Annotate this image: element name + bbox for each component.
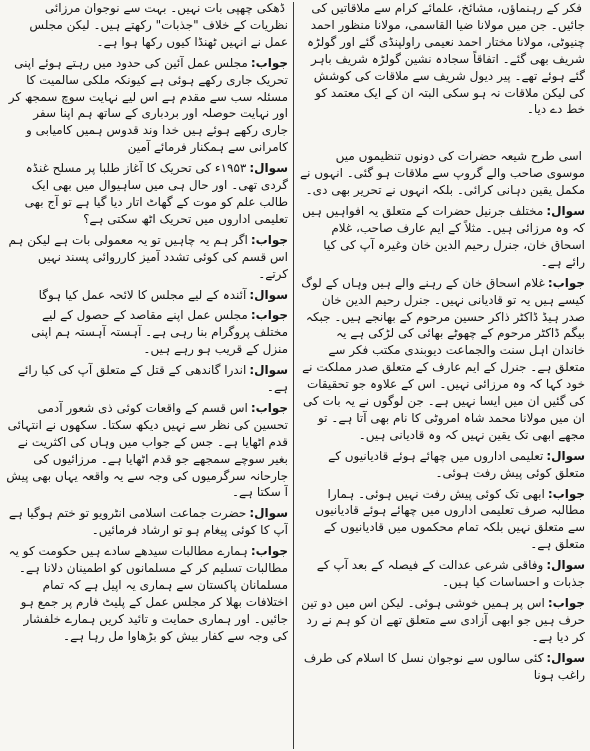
answer-block: جواب:غلام اسحاق خان کے رہنے والے ہیں وہاں کے لوگ کیسے ہیں یہ تو قادیانی نہیں۔ جنرل رحیم الدین خان صدر ہیڈ ڈاکٹر ذاکر حسین مرحوم کے بھانجے ہیں۔ جبکہ بیگم ڈاکٹر مرحوم کے چھوٹے بھائی کی لڑکی ہے یہ خاندان اہل سنت والجماعت دیوبندی مکتب فکر سے متعلق ہے۔ جنرل کے ایم عارف کے متعلق صدر مملکت نے خود کہا کہ وہ مرزائی نہیں۔ اس کے علاوہ جو تحقیقات کی گئیں ان میں ایسا نہیں ہے۔ جن لوگوں نے یہ بات کی ان میں مولانا محمد شاہ امروٹی کا نام بھی آتا ہے۔ تو مجھے ابھی تک یقین نہیں کہ وہ قادیانی ہیں۔: [301, 275, 585, 442]
question-block: سوال:۱۹۵۳ء کی تحریک کا آغاز طلبا پر مسلح غنڈہ گردی تھی۔ اور حال ہی میں ساہیوال میں بھی ایک طالب علم کو موت کے گھاٹ اتار دیا گیا ہے تو آج بھی تعلیمی اداروں میں تحریک اٹھ سکتی ہے؟: [24, 161, 288, 226]
text-block: ڈھکی چھپی بات نہیں۔ بہت سے نوجوان مرزائی نظریات کے خلاف "جذبات" رکھتے ہیں۔ لیکن مجلس عمل نے انہیں ٹھنڈا کیوں رکھا ہوا ہے۔: [29, 1, 288, 49]
text-block: اسی طرح شیعہ حضرات کی دونوں تنظیموں میں موسوی صاحب والے گروپ سے ملاقات ہو گئی۔ انہوں نے مکمل یقین دہانی کرائی۔ بلکہ انہوں نے تحریر بھی دی۔: [300, 149, 585, 198]
answer-block: جواب:ہمارے مطالبات سیدھے سادے ہیں حکومت کو یہ مطالبات تسلیم کر کے مسلمانوں کو اطمینان دلانا ہے۔ مسلمانان پاکستان سے ہماری یہ اپیل ہے کہ تمام اختلافات بھلا کر مجلس عمل کے پلیٹ فارم پر جمع ہو جائیں۔ اور ہماری حمایت و تائید کریں ہمارے خلفشار کی وجہ سے کفار بیش کو بڑھاوا مل رہا ہے۔: [8, 544, 288, 643]
paragraph-gap: [300, 122, 585, 148]
answer-block: جواب:اس قسم کے واقعات کوئی ذی شعور آدمی تحسین کی نظر سے نہیں دیکھ سکتا۔ سکھوں نے انتہائی قدم اٹھایا ہے۔ جس کے جواب میں وہاں کی اکثریت نے بغیر سوچے سمجھے جو قدم اٹھایا ہے۔ مرزائیوں کی جارحانہ سرگرمیوں کی وجہ سے یہ واقعہ یہاں بھی پیش آ سکتا ہے۔: [6, 400, 288, 500]
answer-block: جواب:مجلس عمل آئین کی حدود میں رہتے ہوئے اپنی تحریک جاری رکھے ہوئی ہے کیونکہ ملکی سالمیت کا مسئلہ سب سے مقدم ہے اس لیے نہایت سوچ سمجھ کر اور نہایت حوصلہ اور بردباری کے ساتھ ہم اپنا سفر جاری رکھے ہوئے ہیں خدا وند قدوس ہمیں کامیابی و کامرانی سے ہمکنار فرمائے آمین: [8, 55, 288, 155]
question-block: سوال:اندرا گاندھی کے قتل کے متعلق آپ کی کیا رائے ہے۔: [17, 363, 288, 395]
column-divider: [293, 2, 294, 749]
question-block: سوال:کئی سالوں سے نوجوان نسل کا اسلام کی طرف راغب ہونا: [303, 650, 585, 682]
question-block: سوال:وفاقی شرعی عدالت کے فیصلہ کے بعد آپ کے جذبات و احساسات کیا ہیں۔: [316, 558, 585, 590]
right-column: [300, 0, 585, 751]
answer-block: جواب:ابھی تک کوئی پیش رفت نہیں ہوئی۔ ہمارا مطالبہ صرف تعلیمی اداروں میں چھائے ہوئے قادیانیوں سے متعلق نہیں بلکہ تمام محکموں میں قادیانیوں کے متعلق ہے۔: [315, 486, 585, 552]
answer-block: جواب:اگر ہم یہ چاہیں تو یہ معمولی بات ہے لیکن ہم اس قسم کی کوئی تشدد آمیز کارروائی پسند نہیں کرتے۔: [8, 232, 288, 281]
left-column: [5, 0, 288, 751]
text-block: فکر کے رہنماؤں، مشائخ، علمائے کرام سے ملاقاتیں کی جائیں۔ جن میں مولانا ضیا القاسمی، مولانا منظور احمد چنیوٹی، مولانا مختار احمد نعیمی راولپنڈی گئے اور گولڑہ شریف بھی گئے۔ اتفاقاً سجادہ نشین گولڑہ شریف باہر گئے ہوئے تھے۔ پیر دیول شریف سے ملاقات کی کوشش کی لیکن ملاقات نہ ہو سکی البتہ ان کے ایک معتمد کو خط دے دیا۔: [306, 1, 585, 117]
answer-block: جواب:اس پر ہمیں خوشی ہوئی۔ لیکن اس میں دو تین حرف ہیں جو ابھی آزادی سے متعلق تھے ان کو ہم نے رد کر دیا ہے۔: [301, 596, 585, 644]
answer-block: جواب:مجلس عمل اپنے مقاصد کے حصول کے لیے مختلف پروگرام بنا رہی ہے۔ آہستہ آہستہ ہم اپنی منزل کے قریب ہو رہے ہیں۔: [31, 308, 288, 357]
question-block: سوال:آئندہ کے لیے مجلس کا لائحہ عمل کیا ہوگا: [38, 287, 288, 302]
question-block: سوال:مختلف جرنیل حضرات کے متعلق یہ افواہیں ہیں کہ وہ مرزائی ہیں۔ مثلاً کے ایم عارف صاحب، غلام اسحاق خان، جنرل رحیم الدین خان وغیرہ آپ کی کیا رائے ہے۔: [302, 204, 585, 269]
question-block: سوال:تعلیمی اداروں میں چھائے ہوئے قادیانیوں کے متعلق کوئی پیش رفت ہوئی۔: [328, 448, 585, 480]
question-block: سوال:حضرت جماعت اسلامی انٹرویو تو ختم ہوگیا ہے آپ کا کوئی پیغام ہو تو ارشاد فرمائیں۔: [8, 506, 288, 538]
